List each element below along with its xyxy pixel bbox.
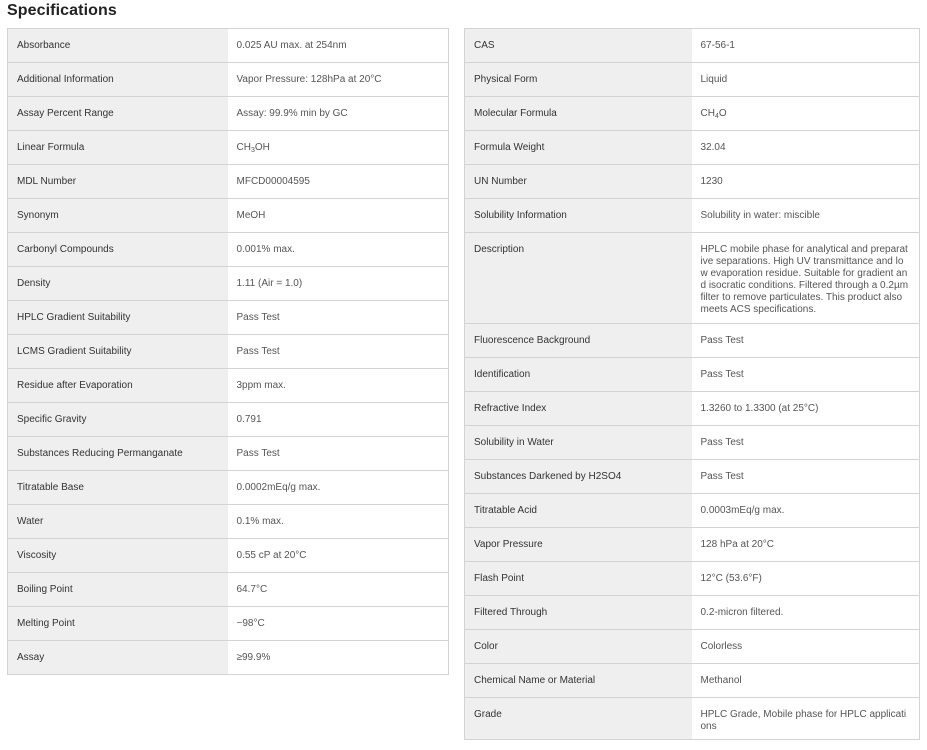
spec-row <box>465 596 920 630</box>
spec-value: 0.0002mEq/g max. <box>228 471 449 505</box>
spec-label: Density <box>8 267 228 301</box>
spec-value: Colorless <box>692 630 920 664</box>
spec-row <box>8 63 449 97</box>
formula-part: CH <box>236 142 251 153</box>
spec-label: Description <box>465 233 692 324</box>
spec-row <box>8 199 449 233</box>
spec-row <box>8 165 449 199</box>
spec-value: 0.55 cP at 20°C <box>228 539 449 573</box>
spec-value <box>692 97 920 131</box>
spec-value: 0.025 AU max. at 254nm <box>228 29 449 63</box>
spec-value: 1.3260 to 1.3300 (at 25°C) <box>692 392 920 426</box>
spec-value: MeOH <box>228 199 449 233</box>
spec-label: Chemical Name or Material <box>465 664 692 698</box>
specifications-table-right <box>464 28 920 740</box>
spec-row <box>465 29 920 63</box>
spec-row <box>465 199 920 233</box>
spec-label: MDL Number <box>8 165 228 199</box>
spec-row <box>465 63 920 97</box>
specifications-table-left <box>7 28 449 675</box>
spec-label: Titratable Acid <box>465 494 692 528</box>
spec-value <box>228 131 449 165</box>
spec-value: Pass Test <box>228 335 449 369</box>
spec-value: Solubility in water: miscible <box>692 199 920 233</box>
spec-row <box>8 539 449 573</box>
spec-value: 12°C (53.6°F) <box>692 562 920 596</box>
spec-label: Assay Percent Range <box>8 97 228 131</box>
spec-row <box>465 358 920 392</box>
spec-label: Solubility Information <box>465 199 692 233</box>
spec-label: Additional Information <box>8 63 228 97</box>
spec-label: Solubility in Water <box>465 426 692 460</box>
spec-row <box>465 97 920 131</box>
spec-value: 0.001% max. <box>228 233 449 267</box>
spec-row <box>8 335 449 369</box>
spec-label: Carbonyl Compounds <box>8 233 228 267</box>
spec-row <box>8 437 449 471</box>
spec-label: Refractive Index <box>465 392 692 426</box>
spec-row <box>8 573 449 607</box>
spec-label: Identification <box>465 358 692 392</box>
spec-row <box>8 97 449 131</box>
spec-row <box>8 471 449 505</box>
spec-row <box>465 233 920 324</box>
spec-value: Pass Test <box>692 358 920 392</box>
spec-value: 0.1% max. <box>228 505 449 539</box>
spec-value: −98°C <box>228 607 449 641</box>
spec-value: 128 hPa at 20°C <box>692 528 920 562</box>
spec-label: Flash Point <box>465 562 692 596</box>
spec-value: 0.791 <box>228 403 449 437</box>
spec-label: Filtered Through <box>465 596 692 630</box>
spec-label: Water <box>8 505 228 539</box>
spec-label: Synonym <box>8 199 228 233</box>
spec-value: Pass Test <box>692 460 920 494</box>
spec-row <box>8 369 449 403</box>
spec-row <box>8 607 449 641</box>
spec-value: HPLC mobile phase for analytical and preparative separations. High UV transmittance and low evaporation residue. Suitable for gradient and isocratic conditions. Filtered through a 0.2µm filter to remove particulates. This product also meets ACS specifications. <box>692 233 920 324</box>
spec-label: UN Number <box>465 165 692 199</box>
spec-row <box>465 698 920 740</box>
spec-row <box>465 562 920 596</box>
spec-value: Liquid <box>692 63 920 97</box>
spec-value: 1.11 (Air = 1.0) <box>228 267 449 301</box>
spec-label: Boiling Point <box>8 573 228 607</box>
spec-label: Vapor Pressure <box>465 528 692 562</box>
spec-row <box>465 630 920 664</box>
spec-value: 67-56-1 <box>692 29 920 63</box>
spec-label: Viscosity <box>8 539 228 573</box>
spec-label: Assay <box>8 641 228 675</box>
spec-value: 1230 <box>692 165 920 199</box>
spec-value: ≥99.9% <box>228 641 449 675</box>
spec-row <box>465 426 920 460</box>
spec-label: HPLC Gradient Suitability <box>8 301 228 335</box>
spec-label: Physical Form <box>465 63 692 97</box>
spec-value: 3ppm max. <box>228 369 449 403</box>
spec-label: LCMS Gradient Suitability <box>8 335 228 369</box>
spec-row <box>8 29 449 63</box>
spec-row <box>8 131 449 165</box>
formula-subscript: 3 <box>250 147 255 154</box>
spec-row <box>8 641 449 675</box>
spec-value: Pass Test <box>692 324 920 358</box>
spec-row <box>465 460 920 494</box>
spec-value: Pass Test <box>228 301 449 335</box>
spec-row <box>8 267 449 301</box>
spec-row <box>8 505 449 539</box>
spec-label: Melting Point <box>8 607 228 641</box>
spec-row <box>465 664 920 698</box>
spec-label: Residue after Evaporation <box>8 369 228 403</box>
spec-row <box>465 324 920 358</box>
spec-label: Grade <box>465 698 692 740</box>
page-title: Specifications <box>7 2 117 19</box>
spec-value: 32.04 <box>692 131 920 165</box>
spec-label: Color <box>465 630 692 664</box>
spec-row <box>465 494 920 528</box>
spec-label: CAS <box>465 29 692 63</box>
spec-label: Fluorescence Background <box>465 324 692 358</box>
spec-value: HPLC Grade, Mobile phase for HPLC applications <box>692 698 920 740</box>
formula-part: O <box>718 108 727 119</box>
spec-label: Substances Darkened by H2SO4 <box>465 460 692 494</box>
spec-label: Substances Reducing Permanganate <box>8 437 228 471</box>
spec-label: Formula Weight <box>465 131 692 165</box>
formula-part: OH <box>254 142 270 153</box>
spec-value: Pass Test <box>228 437 449 471</box>
spec-row <box>465 131 920 165</box>
spec-value: Vapor Pressure: 128hPa at 20°C <box>228 63 449 97</box>
spec-value: 0.0003mEq/g max. <box>692 494 920 528</box>
spec-row <box>465 165 920 199</box>
spec-row <box>8 301 449 335</box>
formula-subscript: 4 <box>714 113 719 120</box>
spec-row <box>465 528 920 562</box>
formula-part: CH <box>700 108 715 119</box>
spec-label: Linear Formula <box>8 131 228 165</box>
spec-label: Titratable Base <box>8 471 228 505</box>
spec-label: Molecular Formula <box>465 97 692 131</box>
spec-label: Absorbance <box>8 29 228 63</box>
spec-value: Pass Test <box>692 426 920 460</box>
spec-label: Specific Gravity <box>8 403 228 437</box>
spec-value: MFCD00004595 <box>228 165 449 199</box>
spec-row <box>8 403 449 437</box>
spec-value: 64.7°C <box>228 573 449 607</box>
spec-value: Methanol <box>692 664 920 698</box>
spec-value: Assay: 99.9% min by GC <box>228 97 449 131</box>
spec-value: 0.2-micron filtered. <box>692 596 920 630</box>
spec-row <box>465 392 920 426</box>
spec-row <box>8 233 449 267</box>
